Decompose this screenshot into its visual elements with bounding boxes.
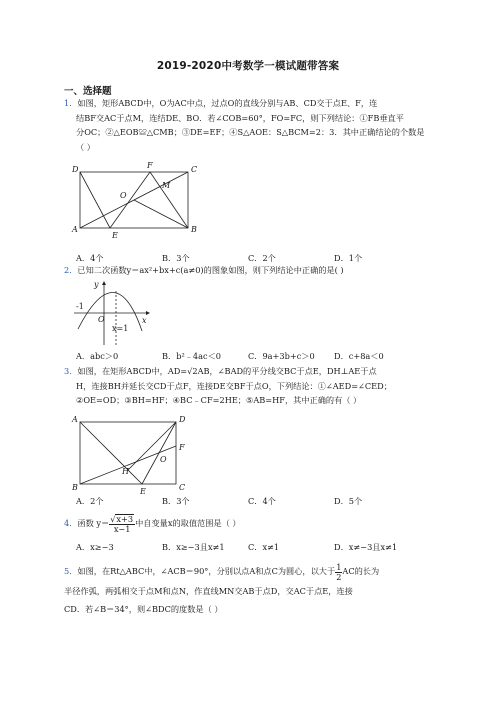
label-f: F [147,161,153,170]
label-d: D [179,415,186,424]
question-text-line: CD．若∠B＝34°，则∠BDC的度数是（ ） [64,603,223,614]
question-text-line: 如图，在Rt△ABC中，∠ACB＝90°，分别以点A和点C为圆心，以大于 [77,566,336,576]
option-a[interactable]: A．x≥−3 [76,542,114,552]
section-heading: 一、选择题 [64,86,112,97]
label-x: x [142,316,147,325]
question-text-line: H，连接BH并延长交CD于点F，连接DE交BF于点O，下列结论：①∠AED=∠CED； [76,380,392,391]
function-numerator: x+3 [116,514,134,524]
function-prefix: 函数 y＝ [77,518,110,528]
label-c: C [179,483,186,492]
option-a[interactable]: A．abc＞0 [76,351,119,361]
label-m: M [162,181,171,190]
option-a[interactable]: A．2个 [76,496,104,506]
label-a: A [72,225,78,234]
question-text-line: ②OE=OD；③BH=HF；④BC﹣CF=2HE；⑤AB=HF，其中正确的有（ ） [76,395,362,405]
option-b[interactable]: B．x≥−3且x≠1 [162,542,225,552]
label-e: E [112,231,118,240]
x-axis-arrow [146,311,150,315]
question-text-line: 如图，在矩形ABCD中，AD=√2AB，∠BAD的平分线交BC于点E，DH⊥AE于点 [77,366,377,376]
function-fraction: $\frac{√x+3}{x-1}$ [110,514,134,534]
option-d[interactable]: D．1个 [334,253,363,263]
label-d: D [72,165,79,174]
figure-rectangle-abcd [70,160,200,244]
question-text-line: 半径作弧，两弧相交于点M和点N，作直线MN交AB于点D，交AC于点E，连接 [64,585,353,596]
question-number: 3． [64,366,78,376]
question-4 [64,514,434,534]
label-b: B [191,225,197,234]
question-5 [64,562,434,618]
option-c[interactable]: C．4个 [248,496,276,506]
question-text-line: AC的长为 [342,566,380,576]
option-c[interactable]: C．2个 [248,253,276,263]
fraction-numerator: 1 [336,561,342,572]
page-title: 2019-2020中考数学一模试题带答案 [156,60,340,72]
option-b[interactable]: B．3个 [162,496,190,506]
question-text-line: 已知二次函数y＝ax²+bx+c(a≠0)的图象如图，则下列结论中正确的是( ) [77,265,344,275]
label-c: C [191,165,198,174]
question-3 [64,364,434,408]
question-text-line: （ ） [76,141,95,152]
label-o: O [160,455,167,464]
option-a[interactable]: A．4个 [76,253,104,263]
question-1 [64,96,434,154]
option-b[interactable]: B．3个 [162,253,190,263]
question-text-line: 中自变量x的取值范围是（ ） [135,518,241,528]
question-number: 1． [64,98,78,108]
label-e: E [140,487,146,496]
option-c[interactable]: C．x≠1 [248,542,280,552]
label-f: F [179,443,185,452]
figure-rectangle-bisector [70,412,200,500]
question-text-line: 如图，矩形ABCD中，O为AC中点，过点O的直线分别与AB、CD交于点E、F，连 [77,98,378,108]
function-denominator: x−1 [113,524,131,534]
label-origin: O [98,315,105,324]
question-text-line: 分OC；②△EOB≌△CMB；③DE=EF；④S△AOE：S△BCM=2：3．其中正确结论的个数是 [76,127,425,137]
fraction-denominator: 2 [336,571,342,582]
figure-parabola [72,279,152,351]
label-h: H [122,467,129,476]
question-text-line: 结BF交AC于点M，连结DE、BO．若∠COB=60°，FO=FC，则下列结论：①FB垂直平 [76,112,404,123]
question-2 [64,263,434,278]
option-d[interactable]: D．x≠−3且x≠1 [334,542,398,552]
y-axis-arrow [102,281,106,285]
option-c[interactable]: C．9a+3b+c＞0 [248,351,315,361]
label-o: O [120,191,127,200]
option-b[interactable]: B．b²﹣4ac＜0 [162,351,221,361]
label-b: B [72,483,78,492]
label-axis-of-symmetry: x=1 [112,324,129,333]
question-number: 4． [64,518,78,528]
label-a: A [72,415,78,424]
question-number: 2． [64,265,78,275]
option-d[interactable]: D．5个 [334,496,363,506]
question-number: 5． [64,566,78,576]
option-d[interactable]: D．c+8a＜0 [334,351,384,361]
label-y: y [94,280,99,289]
label-minus-one: -1 [76,302,84,311]
